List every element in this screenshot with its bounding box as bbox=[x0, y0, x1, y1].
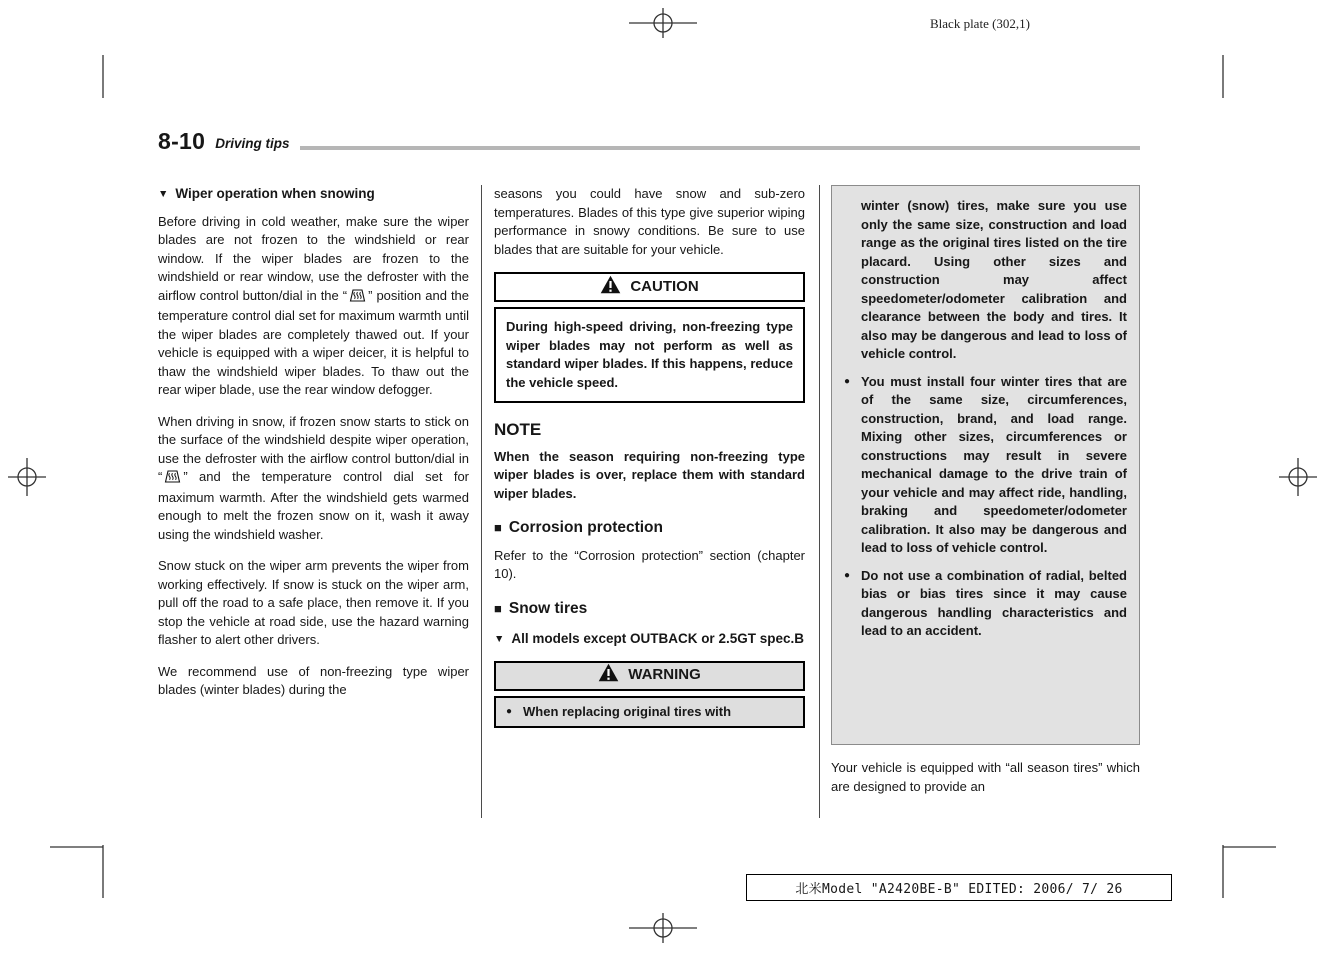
caution-title-bar bbox=[494, 272, 805, 302]
square-marker-icon: ■ bbox=[494, 520, 502, 535]
paragraph bbox=[158, 413, 469, 545]
square-marker-icon: ■ bbox=[494, 600, 502, 616]
paragraph: We recommend use of non-freezing type wiper blades (winter blades) during the bbox=[158, 663, 469, 697]
column-right bbox=[831, 185, 1140, 809]
heading-corrosion-protection bbox=[494, 519, 805, 538]
defroster-icon bbox=[348, 289, 367, 308]
bullet-marker-icon: ● bbox=[844, 569, 851, 581]
warning-body-fragment bbox=[494, 696, 805, 729]
column-left bbox=[158, 185, 469, 713]
subheading-text: All models except OUTBACK or 2.5GT spec.B bbox=[511, 631, 804, 646]
note-heading: NOTE bbox=[494, 420, 542, 439]
section-number: 8-10 bbox=[158, 128, 206, 154]
warning-bullet-text: When replacing original tires with bbox=[523, 703, 732, 719]
column-middle bbox=[494, 185, 805, 728]
heading-text: Wiper operation when snowing bbox=[175, 186, 375, 201]
paragraph-text: When driving in snow, if frozen snow starts to stick on the surface of the windshield despite wiper operation, use the defroster with the airflow control button/dial in “ bbox=[158, 413, 469, 484]
paragraph: Refer to the “Corrosion protection” section (chapter 10). bbox=[494, 547, 805, 581]
edition-text: 北米Model "A2420BE-B" EDITED: 2006/ 7/ 26 bbox=[795, 882, 1123, 897]
warning-bullet-item bbox=[844, 373, 1127, 558]
caution-box bbox=[494, 272, 805, 403]
caution-body: During high-speed driving, non-freezing type wiper blades may not perform as well as standard wiper blades. If this happens, reduce the vehicle speed. bbox=[494, 307, 805, 403]
bullet-marker-icon: ● bbox=[506, 705, 513, 717]
triangle-marker-icon: ▼ bbox=[158, 188, 169, 200]
paragraph: Your vehicle is equipped with “all season tires” which are designed to provide an bbox=[831, 760, 1140, 794]
plate-label: Black plate (302,1) bbox=[930, 16, 1030, 31]
warning-bullet-text: You must install four winter tires that are of the same size, circumferences, construction, brand, and load range. Mixing other sizes, circumferences or constructions may result in severe mechanical damage to the drive train of your vehicle and may affect ride, handling, braking and speedometer/odometer calibration. It also may be dangerous and lead to loss of vehicle control. bbox=[861, 373, 1127, 555]
header-rule bbox=[300, 146, 1141, 150]
warning-bullet-item bbox=[844, 567, 1127, 641]
paragraph-text: Before driving in cold weather, make sure the wiper blades are not frozen to the windshield or rear window. If the wiper blades are frozen to the windshield or rear window, use the defroster with the airflow control button/dial in the “ bbox=[158, 213, 469, 303]
warning-continuation-box bbox=[831, 185, 1140, 745]
triangle-marker-icon: ▼ bbox=[494, 633, 505, 645]
heading-snow-tires bbox=[494, 600, 805, 619]
caution-title: CAUTION bbox=[630, 277, 699, 295]
paragraph bbox=[158, 213, 469, 400]
heading-text: Snow tires bbox=[508, 599, 588, 617]
paragraph: seasons you could have snow and sub-zero temperatures. Blades of this type give superior wiping performance in snowy conditions. Be sure to use blades that are suitable for your vehicle. bbox=[494, 186, 805, 257]
warning-triangle-icon bbox=[600, 275, 621, 300]
warning-box bbox=[494, 661, 805, 729]
defroster-icon bbox=[163, 470, 182, 489]
heading-wiper-operation bbox=[158, 185, 469, 204]
paragraph: Snow stuck on the wiper arm prevents the wiper from working effectively. If snow is stuck on the wiper arm, pull off the road to a safe place, then remove it. If you stop the vehicle at road side, use the hazard warning flasher to alert other drivers. bbox=[158, 558, 469, 647]
page-header bbox=[158, 130, 1140, 153]
warning-title-bar bbox=[494, 661, 805, 691]
paragraph-text: ” position and the temperature control dial set for maximum warmth until the wiper blades are completely thawed out. If your vehicle is equipped with a wiper deicer, it is helpful to thaw the windshield wiper blades. To thaw out the rear wiper blade, use the rear window defogger. bbox=[158, 287, 470, 397]
section-title: Driving tips bbox=[215, 136, 290, 151]
warning-title: WARNING bbox=[628, 666, 701, 684]
note-body: When the season requiring non-freezing type wiper blades is over, replace them with standard wiper blades. bbox=[494, 448, 805, 501]
warning-triangle-icon bbox=[598, 663, 619, 688]
edition-stamp bbox=[746, 874, 1172, 901]
column-divider bbox=[819, 185, 820, 818]
paragraph-text: ” and the temperature control dial set for maximum warmth. After the windshield gets warmed enough to melt the frozen snow on it, wash it away using the windshield washer. bbox=[158, 469, 469, 542]
warning-bullet-text: Do not use a combination of radial, belted bias or bias tires since it may cause dangerous handling characteristics and lead to an accident. bbox=[861, 567, 1127, 638]
column-divider bbox=[481, 185, 482, 818]
subheading-all-models bbox=[494, 630, 805, 649]
heading-text: Corrosion protection bbox=[508, 519, 663, 536]
bullet-marker-icon: ● bbox=[844, 375, 851, 387]
warning-continued-text: winter (snow) tires, make sure you use only the same size, construction and load range as the original tires listed on the tire placard. Using other sizes and construction may affect speedometer/odometer calibration and clearance between the body and tires. It also may be dangerous and lead to loss of vehicle control. bbox=[861, 198, 1127, 361]
